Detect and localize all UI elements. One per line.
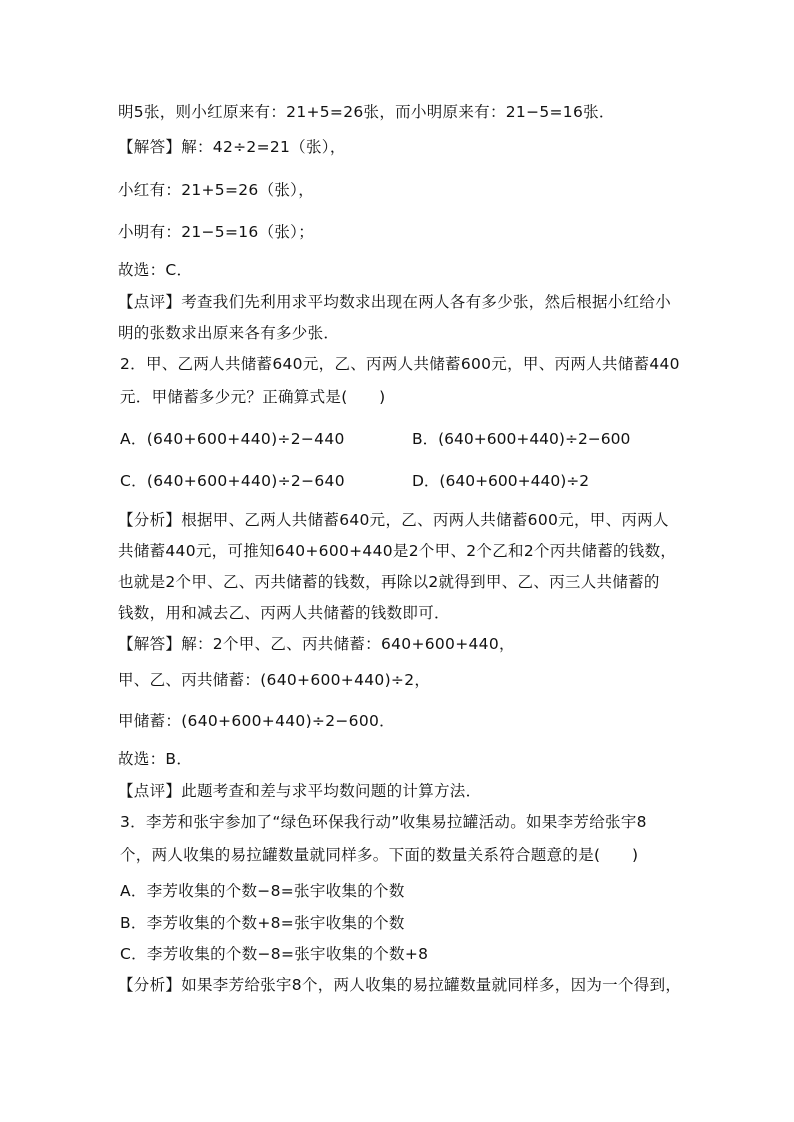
option-d: D．(640+600+440)÷2 bbox=[412, 472, 590, 490]
option-c: C．(640+600+440)÷2−640 bbox=[120, 472, 345, 490]
solution-line: 【解答】解：2个甲、乙、丙共储蓄：640+600+440， bbox=[118, 635, 515, 653]
analysis-line: 共储蓄440元，可推知640+600+440是2个甲、2个乙和2个丙共储蓄的钱数， bbox=[118, 542, 677, 560]
solution-line: 甲储蓄：(640+600+440)÷2−600． bbox=[118, 712, 395, 730]
comment-line: 明的张数求出原来各有多少张． bbox=[118, 324, 340, 342]
option-c: C．李芳收集的个数−8=张宇收集的个数+8 bbox=[120, 945, 429, 963]
text-line: 小红有：21+5=26（张）， bbox=[118, 181, 315, 199]
comment-line: 【点评】此题考查和差与求平均数问题的计算方法． bbox=[118, 782, 482, 800]
question-2-line-1: 2．甲、乙两人共储蓄640元，乙、丙两人共储蓄600元，甲、丙两人共储蓄440 bbox=[120, 355, 680, 373]
analysis-line: 也就是2个甲、乙、丙共储蓄的钱数，再除以2就得到甲、乙、丙三人共储蓄的 bbox=[118, 573, 660, 591]
solution-line: 甲、乙、丙共储蓄：(640+600+440)÷2， bbox=[118, 671, 431, 689]
question-2-line-2: 元．甲储蓄多少元？正确算式是( ) bbox=[120, 388, 386, 406]
text-line: 小明有：21−5=16（张）； bbox=[118, 223, 315, 241]
question-3-line-1: 3．李芳和张宇参加了“绿色环保我行动”收集易拉罐活动。如果李芳给张宇8 bbox=[120, 813, 647, 831]
answer-line: 故选：B． bbox=[118, 750, 193, 768]
text-line: 明5张，则小红原来有：21+5=26张，而小明原来有：21−5=16张． bbox=[118, 103, 615, 121]
answer-line: 故选：C． bbox=[118, 261, 193, 279]
analysis-line: 【分析】如果李芳给张宇8个，两人收集的易拉罐数量就同样多，因为一个得到， bbox=[118, 976, 682, 994]
question-3-line-2: 个，两人收集的易拉罐数量就同样多。下面的数量关系符合题意的是( ) bbox=[120, 846, 639, 864]
option-a: A．(640+600+440)÷2−440 bbox=[120, 430, 345, 448]
option-b: B．(640+600+440)÷2−600 bbox=[412, 430, 631, 448]
comment-line: 【点评】考查我们先利用求平均数求出现在两人各有多少张，然后根据小红给小 bbox=[118, 293, 672, 311]
solution-line: 【解答】解：42÷2=21（张）， bbox=[118, 138, 346, 156]
option-a: A．李芳收集的个数−8=张宇收集的个数 bbox=[120, 882, 405, 900]
analysis-line: 钱数，用和减去乙、丙两人共储蓄的钱数即可． bbox=[118, 604, 450, 622]
analysis-line: 【分析】根据甲、乙两人共储蓄640元，乙、丙两人共储蓄600元，甲、丙两人 bbox=[118, 511, 669, 529]
option-b: B．李芳收集的个数+8=张宇收集的个数 bbox=[120, 914, 405, 932]
